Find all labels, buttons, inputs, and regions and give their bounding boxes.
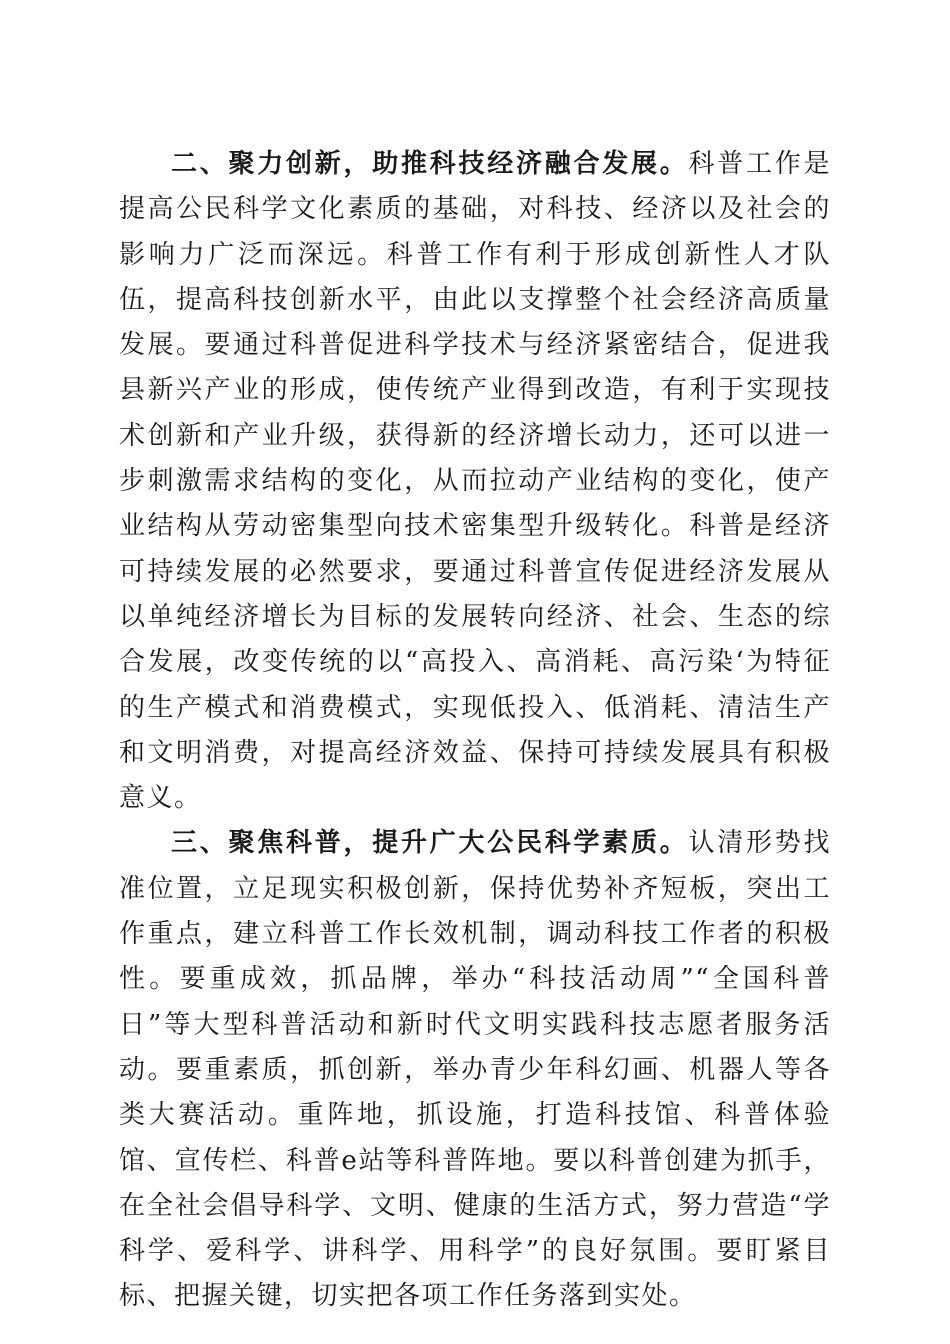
paragraph-section-two (119, 142, 831, 821)
section-three-body: 认清形势找准位置，立足现实积极创新，保持优势补齐短板，突出工作重点，建立科普工作长效机制，调动科技工作者的积极性。要重成效，抓品牌，举办“科技活动周”“全国科普日”等大型科普活动和新时代文明实践科技志愿者服务活动。要重素质，抓创新，举办青少年科幻画、机器人等各类大赛活动。重阵地，抓设施，打造科技馆、科普体验馆、宣传栏、科普e站等科普阵地。要以科普创建为抓手，在全社会倡导科学、文明、健康的生活方式，努力营造“学科学、爱科学、讲科学、用科学”的良好氛围。要盯紧目标、把握关键，切实把各项工作任务落到实处。 (119, 828, 831, 1312)
paragraph-section-three (119, 821, 831, 1319)
section-three-heading: 三、聚焦科普，提升广大公民科学素质。 (171, 828, 689, 859)
section-two-body: 科普工作是提高公民科学文化素质的基础，对科技、经济以及社会的影响力广泛而深远。科普工作有利于形成创新性人才队伍，提高科技创新水平，由此以支撑整个社会经济高质量发展。要通过科普促进科学技术与经济紧密结合，促进我县新兴产业的形成，使传统产业得到改造，有利于实现技术创新和产业升级，获得新的经济增长动力，还可以进一步刺激需求结构的变化，从而拉动产业结构的变化，使产业结构从劳动密集型向技术密集型升级转化。科普是经济可持续发展的必然要求，要通过科普宣传促进经济发展从以单纯经济增长为目标的发展转向经济、社会、生态的综合发展，改变传统的以“高投入、高消耗、高污染‘为特征的生产模式和消费模式，实现低投入、低消耗、清洁生产和文明消费，对提高经济效益、保持可持续发展具有积极意义。 (119, 149, 831, 814)
document-body (119, 142, 831, 1320)
section-two-heading: 二、聚力创新，助推科技经济融合发展。 (171, 149, 689, 179)
